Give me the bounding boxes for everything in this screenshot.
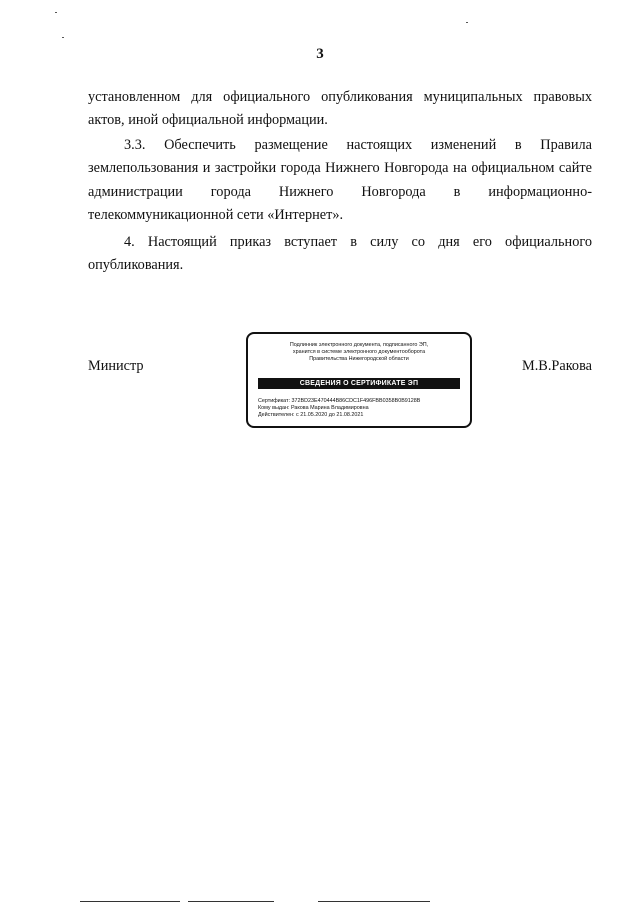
stamp-header-line: Правительства Нижегородской области	[309, 356, 409, 362]
scan-rule	[188, 901, 274, 902]
stamp-details	[258, 398, 464, 420]
scan-speck	[466, 22, 468, 23]
stamp-certificate: Сертификат: 372BD23E470444B86CDC1F496FBB0358B0B9128B	[258, 398, 421, 404]
paragraph-line: администрации города Нижнего Новгорода в информационно-	[88, 183, 592, 200]
paragraph-line: телекоммуникационной сети «Интернет».	[88, 206, 344, 223]
scan-rule	[80, 901, 180, 902]
signer-role: Министр	[88, 358, 144, 374]
electronic-signature-stamp	[246, 332, 472, 428]
signature-block	[88, 330, 592, 434]
stamp-header-line: хранится в системе электронного документооборота	[292, 349, 426, 355]
scan-rule	[318, 901, 430, 902]
page-number: 3	[316, 46, 324, 62]
paragraph-1	[88, 86, 592, 133]
scan-speck	[62, 37, 64, 38]
paragraph-line: землепользования и застройки города Нижнего Новгорода на официальном сайте	[88, 160, 592, 177]
scan-speck	[55, 12, 57, 13]
paragraph-line: 3.3. Обеспечить размещение настоящих изменений в Правила	[124, 137, 592, 153]
stamp-issued-to: Кому выдан: Ракова Марина Владимировна	[258, 405, 369, 412]
stamp-title: СВЕДЕНИЯ О СЕРТИФИКАТЕ ЭП	[258, 378, 460, 389]
paragraph-3-3	[88, 134, 592, 227]
paragraph-4	[88, 231, 592, 278]
stamp-header	[248, 342, 470, 363]
paragraph-line: актов, иной официальной информации.	[88, 112, 328, 129]
paragraph-line: установленном для официального опубликования муниципальных правовых	[88, 89, 592, 105]
signer-name: М.В.Ракова	[522, 358, 592, 374]
stamp-header-line: Подлинник электронного документа, подписанного ЭП,	[289, 342, 429, 348]
paragraph-line: 4. Настоящий приказ вступает в силу со дня его официального	[124, 234, 592, 250]
stamp-validity: Действителен: с 21.05.2020 до 21.08.2021	[258, 412, 364, 419]
paragraph-line: опубликования.	[88, 257, 184, 274]
